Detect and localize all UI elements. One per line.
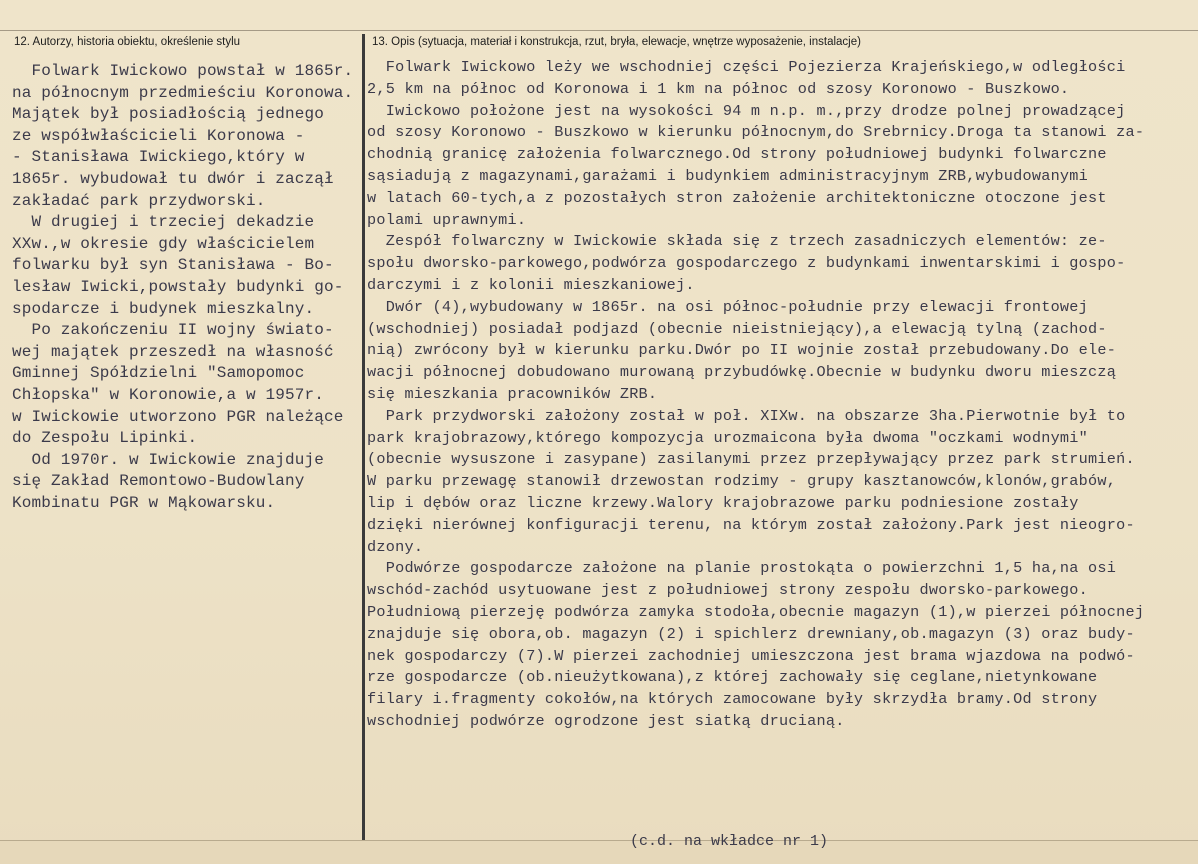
history-text-line: XXw.,w okresie gdy właścicielem [12, 234, 315, 253]
description-text-line: polami uprawnymi. [367, 210, 527, 229]
history-text-line: ze współwłaścicieli Koronowa - [12, 126, 305, 145]
history-text-line: zakładać park przydworski. [12, 191, 266, 210]
history-text-line: Po zakończeniu II wojny świato- [12, 321, 334, 340]
history-text-line: 1865r. wybudował tu dwór i zaczął [12, 169, 334, 188]
description-text-line: znajduje się obora,ob. magazyn (2) i spichlerz drewniany,ob.magazyn (3) oraz budy- [367, 624, 1135, 643]
history-text-line: Majątek był posiadłością jednego [12, 105, 325, 124]
column-divider [362, 34, 365, 854]
description-text-line: społu dworsko-parkowego,podwórza gospodarczego z budynkami inwentarskimi i gospo- [367, 254, 1126, 273]
description-text-line: od szosy Koronowo - Buszkowo w kierunku północnym,do Srebrnicy.Droga ta stanowi za- [367, 123, 1145, 142]
history-text-line: lesław Iwicki,powstały budynki go- [12, 277, 344, 296]
history-text-line: się Zakład Remontowo-Budowlany [12, 472, 305, 491]
description-text-line: w latach 60-tych,a z pozostałych stron założenie architektoniczne otoczone jest [367, 188, 1107, 207]
description-text-line: wacji północnej dobudowano murowaną przybudówkę.Obecnie w budynku dworu mieszczą [367, 363, 1117, 382]
description-text-line: Park przydworski założony został w poł. XIXw. na obszarze 3ha.Pierwotnie był to [367, 406, 1126, 425]
history-text-line: spodarcze i budynek mieszkalny. [12, 299, 315, 318]
history-text-line: - Stanisława Iwickiego,który w [12, 148, 305, 167]
history-text-line: W drugiej i trzeciej dekadzie [12, 213, 315, 232]
description-text-line: W parku przewagę stanowił drzewostan rodzimy - grupy kasztanowców,klonów,grabów, [367, 472, 1117, 491]
description-text-line: nek gospodarczy (7).W pierzei zachodniej umieszczona jest brama wjazdowa na podwó- [367, 646, 1135, 665]
description-text-column [367, 57, 1144, 733]
right-section-header: 13. Opis (sytuacja, materiał i konstrukcja, rzut, bryła, elewacje, wnętrze wyposażenie, instalacje) [372, 36, 861, 48]
description-text-line: się mieszkania pracowników ZRB. [367, 384, 658, 403]
history-text-line: w Iwickowie utworzono PGR należące [12, 407, 344, 426]
history-text-line: wej majątek przeszedł na własność [12, 342, 334, 361]
description-text-line: (obecnie wysuszone i zasypane) zasilanymi przez przepływający przez park strumień. [367, 450, 1135, 469]
top-rule [0, 30, 1198, 31]
description-text-line: Zespół folwarczny w Iwickowie składa się z trzech zasadniczych elementów: ze- [367, 232, 1107, 251]
continuation-note: (c.d. na wkładce nr 1) [630, 833, 829, 850]
history-text-line: Gminnej Spółdzielni "Samopomoc [12, 364, 305, 383]
description-text-line: filary i.fragmenty cokołów,na których zamocowane były skrzydła bramy.Od strony [367, 690, 1098, 709]
description-text-line: Podwórze gospodarcze założone na planie prostokąta o powierzchni 1,5 ha,na osi [367, 559, 1117, 578]
history-text-line: na północnym przedmieściu Koronowa. [12, 83, 354, 102]
description-text-line: park krajobrazowy,którego kompozycja urozmaicona była dwoma "oczkami wodnymi" [367, 428, 1089, 447]
history-text-line: do Zespołu Lipinki. [12, 429, 198, 448]
description-text-line: sąsiadują z magazynami,garażami i budynkiem administracyjnym ZRB,wybudowanymi [367, 166, 1089, 185]
description-text-line: nią) zwrócony był w kierunku parku.Dwór po II wojnie został przebudowany.Do ele- [367, 341, 1117, 360]
description-text-line: 2,5 km na północ od Koronowa i 1 km na północ od szosy Koronowo - Buszkowo. [367, 79, 1070, 98]
history-text-line: folwarku był syn Stanisława - Bo- [12, 256, 334, 275]
description-text-line: Południową pierzeję podwórza zamyka stodoła,obecnie magazyn (1),w pierzei północnej [367, 602, 1145, 621]
description-text-line: Iwickowo położone jest na wysokości 94 m n.p. m.,przy drodze polnej prowadzącej [367, 101, 1126, 120]
history-text-line: Kombinatu PGR w Mąkowarsku. [12, 493, 276, 512]
description-text-line: (wschodniej) posiadał podjazd (obecnie nieistniejący),a elewacją tylną (zachod- [367, 319, 1107, 338]
description-text-line: chodnią granicę założenia folwarcznego.Od strony południowej budynki folwarczne [367, 145, 1107, 164]
description-text-line: Folwark Iwickowo leży we wschodniej części Pojezierza Krajeńskiego,w odległości [367, 58, 1126, 76]
description-text-line: darczymi i z kolonii mieszkaniowej. [367, 275, 695, 294]
history-text-line: Od 1970r. w Iwickowie znajduje [12, 450, 325, 469]
description-text-line: lip i dębów oraz liczne krzewy.Walory krajobrazowe parku podniesione zostały [367, 493, 1079, 512]
description-text-line: rze gospodarcze (ob.nieużytkowana),z której zachowały się ceglane,nietynkowane [367, 668, 1098, 687]
history-text-line: Chłopska" w Koronowie,a w 1957r. [12, 385, 325, 404]
description-text-line: dzięki nierównej konfiguracji terenu, na którym został założony.Park jest nieogro- [367, 515, 1135, 534]
description-text-line: dzony. [367, 537, 424, 556]
bottom-paper-edge [0, 840, 1198, 864]
history-text-column [12, 61, 353, 514]
description-text-line: wschodniej podwórze ogrodzone jest siatką drucianą. [367, 711, 845, 730]
left-section-header: 12. Autorzy, historia obiektu, określenie stylu [14, 36, 241, 48]
description-text-line: wschód-zachód usytuowane jest z południowej strony zespołu dworsko-parkowego. [367, 581, 1089, 600]
history-text-line: Folwark Iwickowo powstał w 1865r. [12, 62, 354, 80]
description-text-line: Dwór (4),wybudowany w 1865r. na osi północ-południe przy elewacji frontowej [367, 297, 1089, 316]
